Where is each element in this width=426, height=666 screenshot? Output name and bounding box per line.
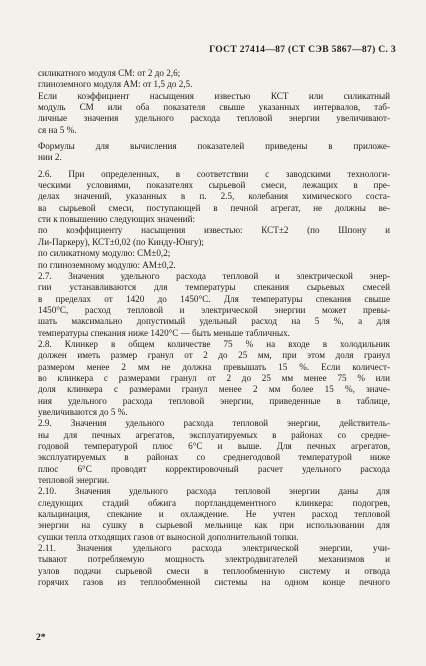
text-line: 1450°С, расход тепловой и электрической энергии может превы-: [38, 304, 390, 315]
text-line: 2.8. Клинкер в общем количестве 75 % на входе в холодильник: [38, 338, 390, 349]
page-body: [38, 68, 390, 588]
text-line: делах значений, указанных в п. 2.5, колебания химического соста-: [38, 191, 390, 202]
text-line: должен иметь размер гранул от 2 до 25 мм, при этом доля гранул: [38, 350, 390, 361]
text-line: по коэффициенту насыщения известью: КСТ±2 (по Шпону и: [38, 225, 390, 236]
text-line: энергии на сушку в сырьевой мельнице как при использовании для: [38, 520, 390, 531]
para-2-11: [38, 543, 390, 588]
text-line: ва сырьевой смеси, поступающей в печной агрегат, не должны ве-: [38, 202, 390, 213]
text-line: во клинкера с размерами гранул от 2 до 25 мм менее 75 % или: [38, 372, 390, 383]
text-line: кальцинация, спекание и охлаждение. Не учтен расход тепловой: [38, 509, 390, 520]
para-silicate-modulus: [38, 68, 390, 136]
text-line: гии устанавливаются для температуры спекания сырьевых смесей: [38, 282, 390, 293]
page-signature-mark: 2*: [36, 632, 46, 643]
text-line: шать максимально допустимый удельный расход на 5 %, а для: [38, 316, 390, 327]
text-line: годовой температурой плюс 6°С и выше. Для печных агрегатов,: [38, 441, 390, 451]
text-line: следующих стадий обжига портландцементного клинкера: подогрев,: [38, 497, 390, 508]
para-2-10: [38, 486, 390, 543]
text-line: размером менее 2 мм не должна превышать 15 %. Если количест-: [38, 361, 390, 372]
text-line: тепловой энергии.: [38, 475, 110, 486]
para-2-6: [38, 169, 390, 271]
text-line: эксплуатируемых в районах со среднегодовой температурой ниже: [38, 452, 390, 463]
text-line: по глиноземному модулю: АМ±0,2.: [38, 259, 176, 270]
text-line: Ли-Паркеру), КСТ±0,02 (по Кинду-Юнгу);: [38, 236, 204, 247]
text-line: ческими условиями, показателях сырьевой смеси, лежащих в пре-: [38, 180, 390, 191]
para-2-7: [38, 271, 390, 339]
text-line: по силикатному модулю: СМ±0,2;: [38, 248, 171, 259]
text-line: 2.7. Значения удельного расхода тепловой и электрической энер-: [38, 270, 390, 281]
text-line: модуль СМ или оба показателя свыше указанных интервалов, таб-: [38, 102, 390, 113]
para-formulas: [38, 141, 390, 164]
text-line: ны для печных агрегатов, эксплуатируемых в районах со средне-: [38, 429, 390, 440]
para-2-9: [38, 418, 390, 486]
text-line: узлов подачи сырьевой смеси в теплообменную систему и отвода: [38, 565, 390, 576]
text-line: 2.9. Значения удельного расхода тепловой энергии, действитель-: [38, 418, 390, 429]
text-line: глиноземного модуля АМ: от 1,5 до 2,5.: [38, 79, 193, 90]
text-line: увеличиваются до 5 %.: [38, 406, 128, 417]
text-line: тывают потребляемую мощность электродвигателей механизмов и: [38, 554, 390, 565]
text-line: 2.6. При определенных, в соответствии с заводскими технологи-: [38, 168, 390, 179]
text-line: плюс 6°С проводят корректировочный расчет удельного расхода: [38, 463, 390, 474]
para-2-8: [38, 339, 390, 418]
text-line: Если коэффициент насыщения известью КСТ или силикатный: [38, 90, 390, 101]
text-line: температуры спекания ниже 1420°С — быть меньше табличных.: [38, 327, 290, 338]
text-line: сушки тепла отходящих газов от выносной дополнительной топки.: [38, 531, 299, 542]
text-line: сти к повышению следующих значений:: [38, 214, 196, 225]
text-line: ся на 5 %.: [38, 124, 77, 135]
text-line: в пределах от 1420 до 1450°С. Для температуры спекания свыше: [38, 293, 390, 304]
text-line: Формулы для вычисления показателей приведены в приложе-: [38, 141, 390, 152]
text-line: 2.10. Значения удельного расхода тепловой энергии даны для: [38, 486, 390, 497]
text-line: личные значения удельного расхода тепловой энергии увеличивают-: [38, 113, 390, 124]
page-header: ГОСТ 27414—87 (СТ СЭВ 5867—87) С. 3: [209, 44, 396, 55]
text-line: ния удельного расхода тепловой энергии, приведенные в таблице,: [38, 395, 390, 406]
text-line: силикатного модуля СМ: от 2 до 2,6;: [38, 68, 181, 78]
text-line: 2.11. Значения удельного расхода электрической энергии, учи-: [38, 543, 390, 554]
text-line: доля клинкера с размерами гранул менее 2 мм более 15 %, значе-: [38, 384, 390, 395]
text-line: нии 2.: [38, 152, 62, 163]
text-line: горячих газов из теплообменной системы на одном конце печного: [38, 577, 390, 588]
